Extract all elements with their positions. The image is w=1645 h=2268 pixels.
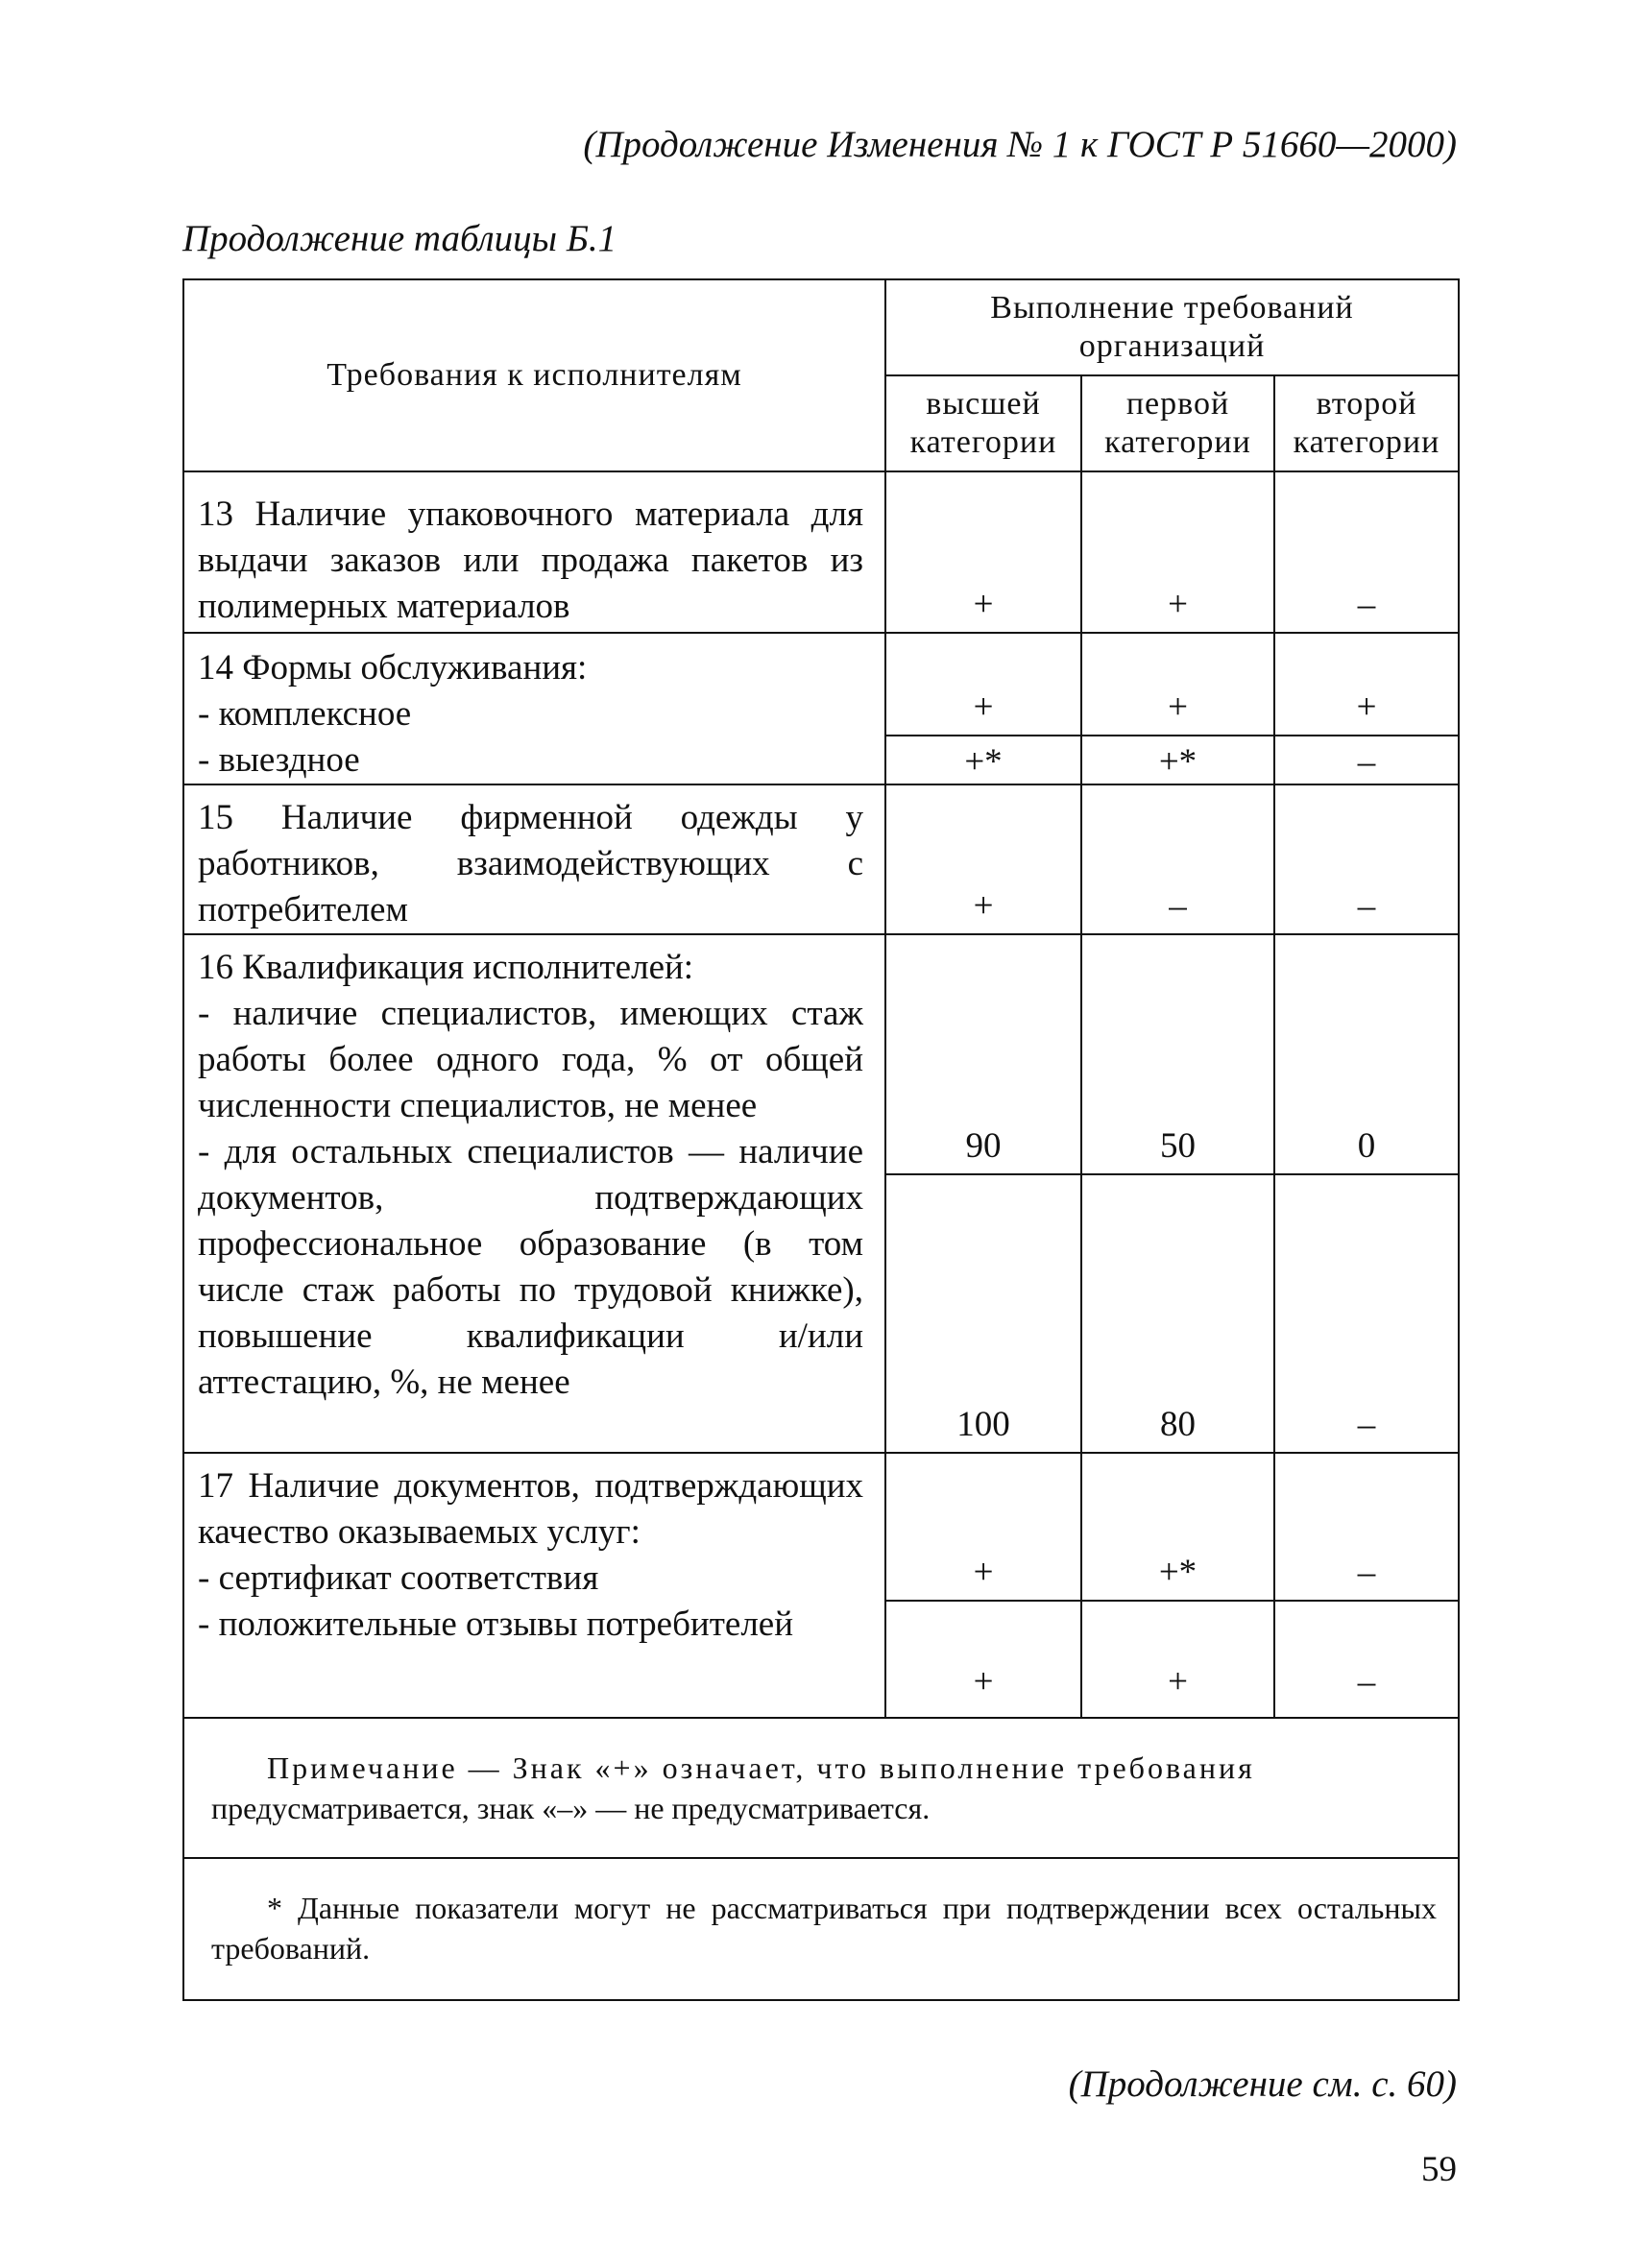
value-cell: +* (1081, 1453, 1274, 1601)
value-cell: + (1274, 633, 1459, 736)
value-cell: +* (885, 736, 1081, 784)
value-cell: + (1081, 471, 1274, 633)
note-legend-lead: Примечание — Знак «+» означает, что выполнение требования (267, 1750, 1255, 1785)
table-row (183, 633, 1459, 736)
value-cell: + (885, 633, 1081, 736)
header-fulfillment-group: Выполнение требований организаций (885, 279, 1459, 375)
header-category-highest: высшей категории (885, 375, 1081, 471)
value-cell: 80 (1081, 1174, 1274, 1453)
table-row (183, 471, 1459, 633)
requirement-17-sub1: - сертификат соответствия (198, 1558, 599, 1598)
value-cell: – (1274, 1174, 1459, 1453)
value-cell: – (1274, 1453, 1459, 1601)
page-footer-continuation: (Продолжение см. с. 60) (1068, 2063, 1457, 2105)
page-number: 59 (1421, 2150, 1457, 2189)
table-row (183, 934, 1459, 1174)
value-cell: + (885, 1601, 1081, 1718)
page-header-continuation: (Продолжение Изменения № 1 к ГОСТ Р 51660—2000) (583, 124, 1457, 165)
header-category-second: второй категории (1274, 375, 1459, 471)
requirement-16-sub1: - наличие специалистов, имеющих стаж работы более одного года, % от общей численности специалистов, не менее (198, 994, 863, 1125)
requirement-14 (183, 633, 885, 784)
requirement-13: 13 Наличие упаковочного материала для выдачи заказов или продажа пакетов из полимерных материалов (183, 471, 885, 633)
requirement-14-title: 14 Формы обслуживания: (198, 648, 588, 688)
note-legend (183, 1718, 1459, 1858)
table-caption: Продолжение таблицы Б.1 (182, 218, 617, 259)
value-cell: – (1081, 784, 1274, 934)
requirement-16-title: 16 Квалификация исполнителей: (198, 948, 694, 987)
table-row (183, 784, 1459, 934)
value-cell: + (885, 471, 1081, 633)
requirement-16 (183, 934, 885, 1453)
table-header-row (183, 279, 1459, 375)
requirement-16-sub2: - для остальных специалистов — наличие документов, подтверждающих профессиональное образование (в том числе стаж работы по трудовой книжке), повышение квалификации и/или аттестацию, %, не менее (198, 1132, 863, 1402)
value-cell: + (1081, 633, 1274, 736)
requirement-14-sub2: - выездное (198, 740, 360, 780)
value-cell: + (885, 1453, 1081, 1601)
requirement-17-sub2: - положительные отзывы потребителей (198, 1604, 794, 1644)
note-row (183, 1858, 1459, 2000)
value-cell: 50 (1081, 934, 1274, 1174)
note-row (183, 1718, 1459, 1858)
requirement-14-sub1: - комплексное (198, 694, 412, 734)
header-requirements: Требования к исполнителям (183, 279, 885, 471)
note-asterisk (183, 1858, 1459, 2000)
value-cell: – (1274, 784, 1459, 934)
value-cell: + (885, 784, 1081, 934)
value-cell: – (1274, 736, 1459, 784)
value-cell: 0 (1274, 934, 1459, 1174)
note-legend-rest: предусматривается, знак «–» — не предусматривается. (211, 1791, 931, 1825)
value-cell: +* (1081, 736, 1274, 784)
requirements-table (182, 278, 1460, 2001)
requirement-17 (183, 1453, 885, 1718)
note-asterisk-text: * Данные показатели могут не рассматриваться при подтверждении всех остальных требований. (211, 1891, 1438, 1966)
value-cell: 100 (885, 1174, 1081, 1453)
table-row (183, 1453, 1459, 1601)
value-cell: + (1081, 1601, 1274, 1718)
requirement-17-title: 17 Наличие документов, подтверждающих качество оказываемых услуг: (198, 1466, 863, 1552)
header-category-first: первой категории (1081, 375, 1274, 471)
value-cell: – (1274, 1601, 1459, 1718)
value-cell: – (1274, 471, 1459, 633)
value-cell: 90 (885, 934, 1081, 1174)
requirement-15: 15 Наличие фирменной одежды у работников, взаимодействующих с потребителем (183, 784, 885, 934)
